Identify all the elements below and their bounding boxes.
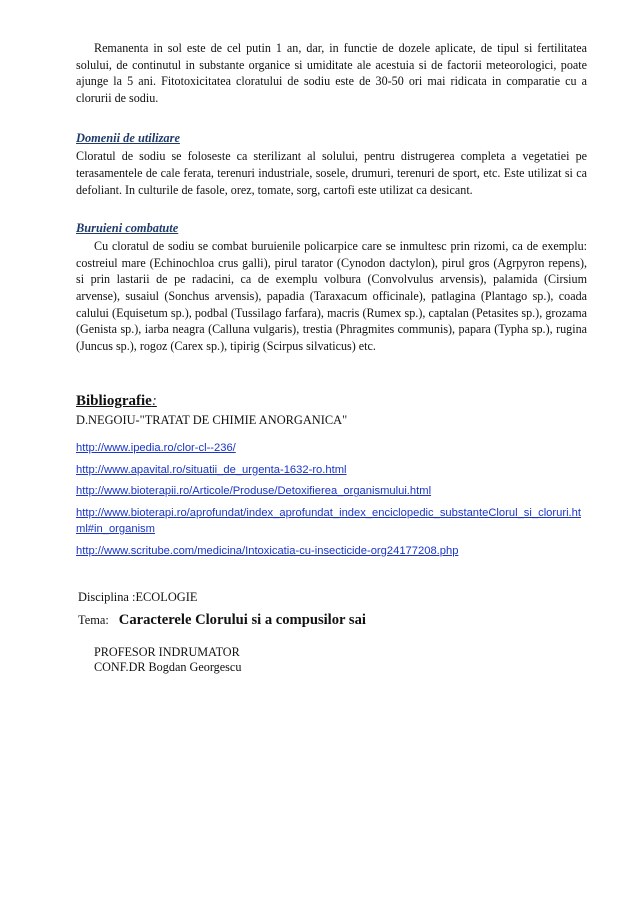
tema-title: Caracterele Clorului si a compusilor sai — [118, 612, 366, 629]
bibliografie-link-5[interactable]: http://www.scritube.com/medicina/Intoxicatia-cu-insecticide-org24177208.php — [76, 544, 459, 557]
document-page — [76, 40, 587, 675]
tema-line — [78, 611, 587, 629]
bibliografie-book: D.NEGOIU-"TRATAT DE CHIMIE ANORGANICA" — [76, 413, 348, 428]
bibliografie-link-4[interactable]: http://www.bioterapi.ro/aprofundat/index_aprofundat_index_enciclopedic_substanteClorul_si_cloruri.html#in_organism — [76, 506, 581, 536]
bibliografie-link-3[interactable]: http://www.bioterapii.ro/Articole/Produse/Detoxifierea_organismului.html — [76, 485, 432, 498]
disciplina-line: Disciplina :ECOLOGIE — [78, 590, 198, 605]
bibliografie-title — [76, 392, 587, 410]
buruieni-heading: Buruieni combatute — [76, 221, 179, 236]
tema-label: Tema: — [78, 613, 109, 628]
buruieni-paragraph: Cu cloratul de sodiu se combat buruienile policarpice care se inmultesc prin rizomi, ca de exemplu: costreiul mare (Echinochloa crus galli), pirul tarator (Cynodon dactylon), pirul gros (Agrpyron repens), si prin lastarii de pe radacini, ca de exemplu volbura (Convolvulus arvensis), palamida (Cirsium arvense), susaiul (Sonchus arvensis), papadia (Taraxacum officinale), patlagina (Plantago sp.), coada calului (Equisetum sp.), podbal (Tussilago farfara), macris (Rumex sp.), captalan (Petasites sp.), grozama (Genista sp.), iarba neagra (Calluna vulgaris), trestia (Phragmites communis), papara (Typha sp.), rugina (Juncus sp.), rogoz (Carex sp.), tipirig (Scirpus silvaticus) etc. — [76, 239, 587, 353]
bibliografie-title-text: Bibliografie — [76, 393, 152, 410]
domenii-heading: Domenii de utilizare — [76, 131, 180, 146]
bibliografie-colon: : — [151, 393, 157, 410]
profesor-line: PROFESOR INDRUMATOR — [94, 645, 240, 660]
bibliografie-link-1[interactable]: http://www.ipedia.ro/clor-cl--236/ — [76, 442, 236, 455]
bibliografie-link-2[interactable]: http://www.apavital.ro/situatii_de_urgenta-1632-ro.html — [76, 463, 347, 476]
bibliografie-links — [76, 440, 587, 559]
remanenta-paragraph: Remanenta in sol este de cel putin 1 an, dar, in functie de dozele aplicate, de tipul si fertilitatea solului, de continutul in substante organice si umiditate ale acestuia si de factorii meteorologici, poate ajunge la 5 ani. Fitotoxicitatea cloratului de sodiu este de 30-50 ori mai ridicata in comparatie cu a clorurii de sodiu. — [76, 41, 587, 105]
conf-line: CONF.DR Bogdan Georgescu — [94, 660, 242, 675]
domenii-paragraph: Cloratul de sodiu se foloseste ca sterilizant al solului, pentru distrugerea completa a vegetatiei pe terasamentele de cale ferata, terenuri industriale, sosele, drumuri, terenuri de sport, etc. Este utilizat si ca defoliant. In culturile de fasole, orez, tomate, sorg, cartofi este utilizat ca desicant. — [76, 149, 587, 197]
